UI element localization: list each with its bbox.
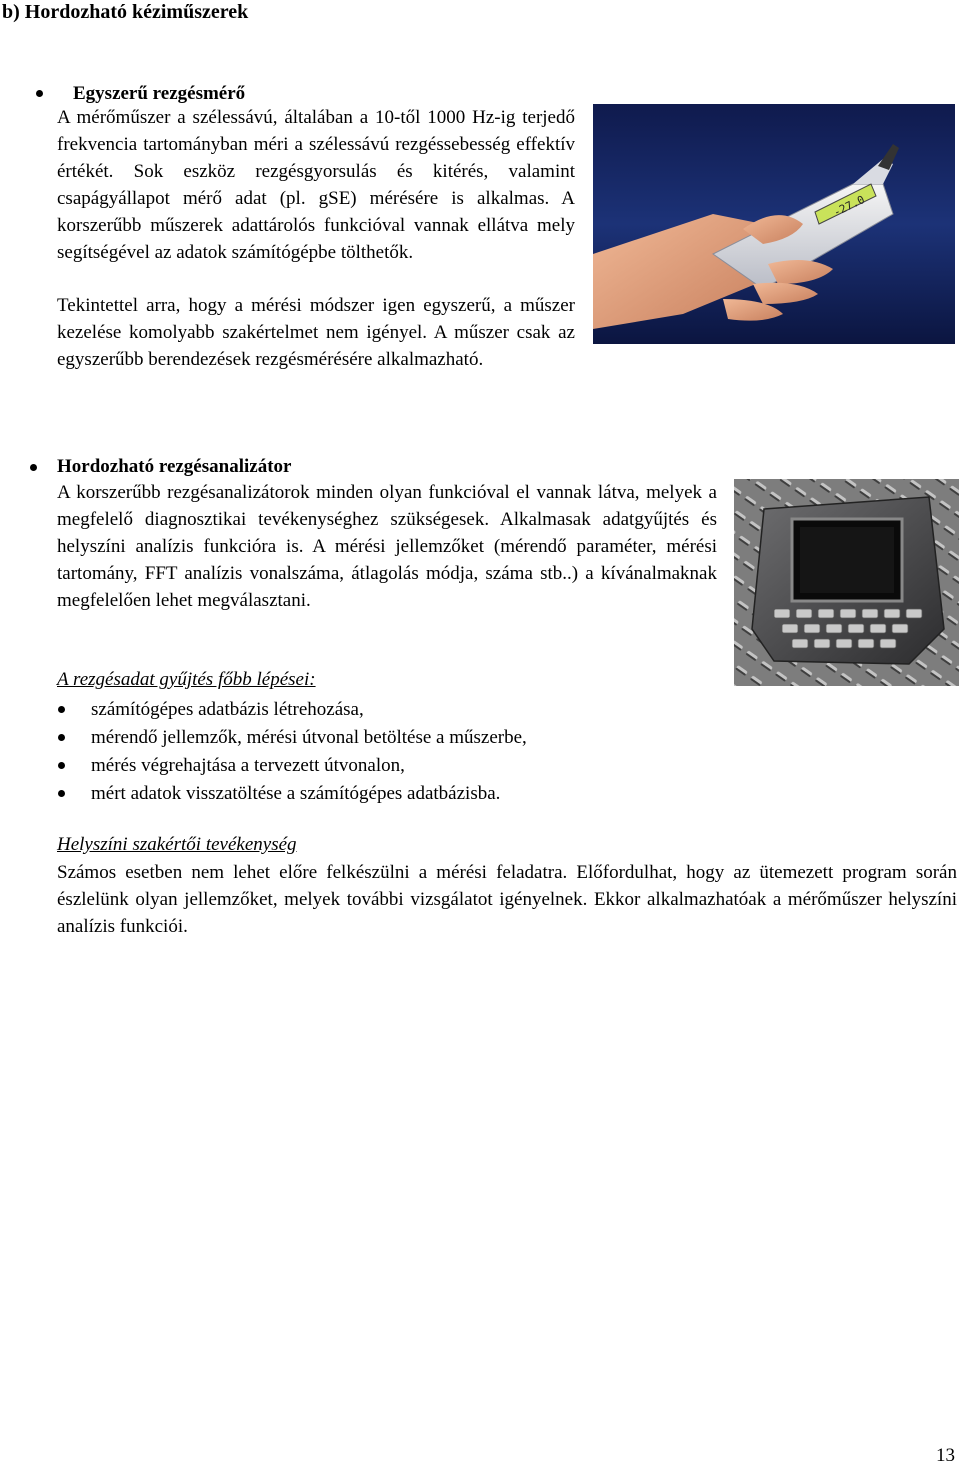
simple-vibration-meter-paragraph-1: A mérőműszer a szélessávú, általában a 10-től 1000 Hz-ig terjedő frekvencia tartományban méri a szélessávú rezgéssebesség effektív értékét. Sok eszköz rezgésgyorsulás és kitérés, valamint csapágyállapot mérő adat (pl. gSE) mérésére is alkalmas. A korszerűbb műszerek adattárolós funkcióval vannak ellátva mely segítségével az adatok számítógépbe tölthetők. (57, 107, 575, 263)
handheld-vibration-meter-photo (593, 104, 955, 344)
section-heading: b) Hordozható kéziműszerek (2, 1, 249, 23)
simple-vibration-meter-title: Egyszerű rezgésmérő (73, 83, 246, 104)
simple-vibration-meter-paragraph-2: Tekintettel arra, hogy a mérési módszer igen egyszerű, a műszer kezelése komolyabb szakértelmet nem igényel. A műszer csak az egyszerűbb berendezések rezgésmérésére alkalmazható. (57, 295, 575, 370)
data-collection-steps-title: A rezgésadat gyűjtés főbb lépései: (57, 669, 316, 690)
bullet-dot (36, 90, 43, 97)
portable-vibration-analyzer-photo (734, 479, 959, 686)
list-item: mérendő jellemzők, mérési útvonal betöltése a műszerbe, (91, 727, 527, 748)
page-number: 13 (936, 1445, 955, 1466)
bullet-dot (58, 706, 65, 713)
list-item: számítógépes adatbázis létrehozása, (91, 699, 364, 720)
portable-analyzer-paragraph: A korszerűbb rezgésanalizátorok minden olyan funkcióval el vannak látva, melyek a megfelelő diagnosztikai tevékenységhez szükségesek. Alkalmasak adatgyűjtés és helyszíni analízis funkcióra is. A mérési jellemzőket (mérendő paraméter, mérési tartomány, FFT analízis vonalszáma, átlagolás módja, száma stb..) a kívánalmaknak megfelelően lehet megválasztani. (57, 482, 717, 611)
bullet-dot (30, 464, 37, 471)
device-display-readout: -27.0 (831, 192, 867, 220)
portable-analyzer-title: Hordozható rezgésanalizátor (57, 456, 292, 477)
bullet-dot (58, 734, 65, 741)
field-activity-title: Helyszíni szakértői tevékenység (57, 834, 297, 855)
bullet-dot (58, 762, 65, 769)
field-activity-paragraph: Számos esetben nem lehet előre felkészülni a mérési feladatra. Előfordulhat, hogy az ütemezett program során észlelünk olyan jellemzőket, melyek további vizsgálatot igényelnek. Ekkor alkalmazhatóak a mérőműszer helyszíni analízis funkciói. (57, 862, 957, 937)
list-item: mért adatok visszatöltése a számítógépes adatbázisba. (91, 783, 501, 804)
bullet-dot (58, 790, 65, 797)
list-item: mérés végrehajtása a tervezett útvonalon, (91, 755, 405, 776)
